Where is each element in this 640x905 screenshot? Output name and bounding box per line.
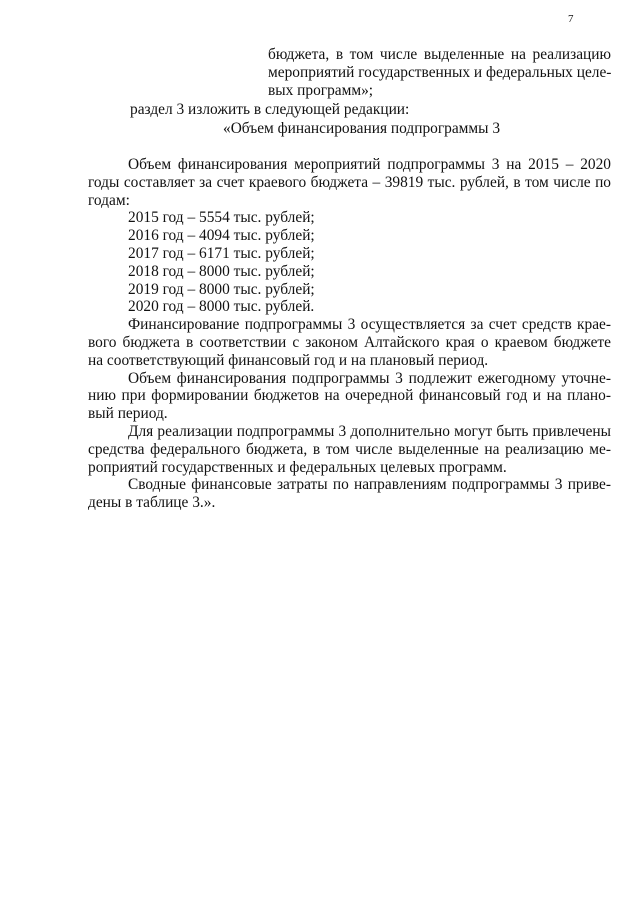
continuation-line: бюджета, в том числе выделенные на реализацию [268, 46, 611, 63]
body-line: на соответствующий финансовый год и на плановый период. [88, 351, 489, 369]
body-line: 2015 год – 5554 тыс. рублей; [128, 209, 315, 227]
body-line: годы составляет за счет краевого бюджета – 39819 тыс. рублей, в том числе по [88, 173, 611, 191]
body-line: Для реализации подпрограммы 3 дополнительно могут быть привлечены [128, 422, 611, 440]
body-line: средства федерального бюджета, в том числе выделенные на реализацию ме- [88, 440, 611, 458]
body-line: 2020 год – 8000 тыс. рублей. [128, 298, 315, 316]
continuation-line: вых программ»; [268, 82, 374, 99]
body-line: 2018 год – 8000 тыс. рублей; [128, 262, 315, 280]
page-number: 7 [568, 13, 574, 25]
continuation-paragraph [268, 46, 611, 100]
amendment-instruction: раздел 3 изложить в следующей редакции: [130, 101, 410, 118]
body-line: Финансирование подпрограммы 3 осуществляется за счет средств крае- [128, 316, 611, 334]
body-line: вый период. [88, 405, 168, 423]
body-line: 2019 год – 8000 тыс. рублей; [128, 280, 315, 298]
body-line: роприятий государственных и федеральных целевых программ. [88, 458, 507, 476]
body-line: дены в таблице 3.». [88, 494, 216, 512]
body-line: 2017 год – 6171 тыс. рублей; [128, 244, 315, 262]
body-line: вого бюджета в соответствии с законом Алтайского края о краевом бюджете [88, 333, 611, 351]
body-line: Объем финансирования мероприятий подпрограммы 3 на 2015 – 2020 [128, 156, 611, 173]
body-line: 2016 год – 4094 тыс. рублей; [128, 227, 315, 245]
body-line: Объем финансирования подпрограммы 3 подлежит ежегодному уточне- [128, 369, 611, 387]
body-line: годам: [88, 191, 130, 209]
body-line: Сводные финансовые затраты по направлениям подпрограммы 3 приве- [128, 476, 611, 494]
continuation-line: мероприятий государственных и федеральных целе- [268, 64, 612, 81]
section-heading: «Объем финансирования подпрограммы 3 [223, 120, 501, 137]
body-line: нию при формировании бюджетов на очередной финансовый год и на плано- [88, 387, 611, 405]
section-body [88, 156, 611, 512]
